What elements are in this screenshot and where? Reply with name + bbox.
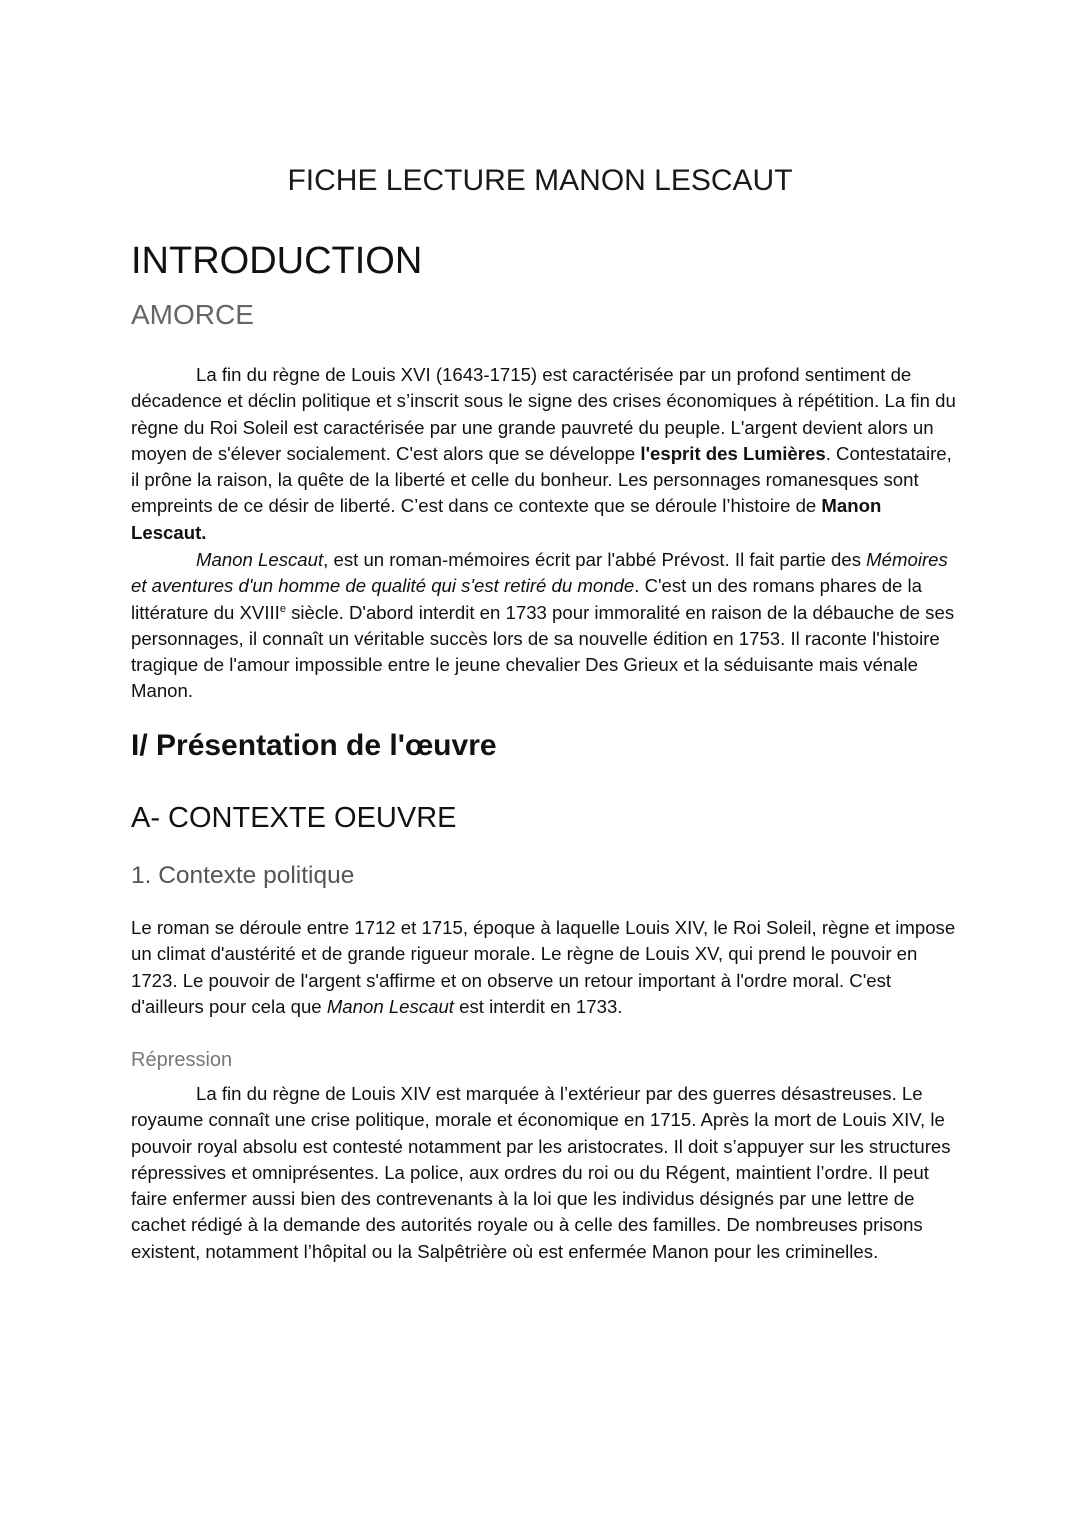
amorce-heading: AMORCE xyxy=(131,299,254,330)
italic-text: Mémoires et aventures d'un homme de qualité qui s'est retiré du monde xyxy=(131,549,948,597)
text-run: La fin du règne de Louis XIV est marquée à l’extérieur par des guerres désastreuses. Le royaume connaît une crise politique, morale et économique en 1715. Après la mort de Louis XIV, le pouvoir royal absolu est contesté notamment par les aristocrates. Il doit s’appuyer sur les structures répressives et omniprésentes. La police, aux ordres du roi ou du Régent, maintient l’ordre. Il peut faire enfermer aussi bien des contrevenants à la loi que les individus désignés par une lettre de cachet rédigé à la demande des autorités royale ou à celle des familles. De nombreuses prisons existent, notamment l’hôpital ou la Salpêtrière où est enfermée Manon pour les criminelles. xyxy=(131,1083,951,1262)
political-context-paragraph xyxy=(131,915,961,1020)
section-heading: I/ Présentation de l'œuvre xyxy=(131,729,497,762)
text-run: siècle. D'abord interdit en 1733 pour immoralité en raison de la débauche de ses personnages, il connaît un véritable succès lors de sa nouvelle édition en 1753. Il raconte l'histoire tragique de l'amour impossible entre le jeune chevalier Des Grieux et la séduisante mais vénale Manon. xyxy=(131,601,955,702)
text-run: Le roman se déroule entre 1712 et 1715, époque à laquelle Louis XIV, le Roi Soleil, règne et impose un climat d'austérité et de grande rigueur morale. Le règne de Louis XV, qui prend le pouvoir en 1723. Le pouvoir de l'argent s'affirme et on observe un retour important à l'ordre moral. C'est d'ailleurs pour cela que xyxy=(131,917,956,1017)
amorce-paragraph-2 xyxy=(131,547,961,705)
text-run: , est un roman-mémoires écrit par l'abbé Prévost. Il fait partie des xyxy=(323,549,867,570)
document-title: FICHE LECTURE MANON LESCAUT xyxy=(287,164,793,197)
italic-text: Manon Lescaut xyxy=(196,549,324,570)
introduction-heading: INTRODUCTION xyxy=(131,240,423,282)
text-run: . C'est un des romans phares de la littérature du XVIII xyxy=(131,575,923,623)
political-context-heading: 1. Contexte politique xyxy=(131,862,355,889)
superscript: e xyxy=(279,602,286,615)
repression-heading: Répression xyxy=(131,1049,233,1071)
italic-text: Manon Lescaut xyxy=(326,995,454,1017)
text-run: La fin du règne de Louis XVI (1643-1715) est caractérisée par un profond sentiment de décadence et déclin politique et s’inscrit sous le signe des crises économiques à répétition. La fin du règne du Roi Soleil est caractérisée par une grande pauvreté du peuple. L'argent devient alors un moyen de s'élever socialement. C'est alors que se développe xyxy=(131,364,956,464)
repression-paragraph xyxy=(131,1081,961,1265)
bold-text: l'esprit des Lumières xyxy=(640,442,826,464)
text-run: est interdit en 1733. xyxy=(453,995,623,1017)
amorce-paragraph-1 xyxy=(131,362,961,546)
bold-text: Manon Lescaut. xyxy=(131,495,882,543)
context-heading: A- CONTEXTE OEUVRE xyxy=(131,802,457,834)
text-run: . Contestataire, il prône la raison, la quête de la liberté et celle du bonheur. Les personnages romanesques sont empreints de ce désir de liberté. C’est dans ce contexte que se déroule l’histoire de xyxy=(131,442,952,517)
